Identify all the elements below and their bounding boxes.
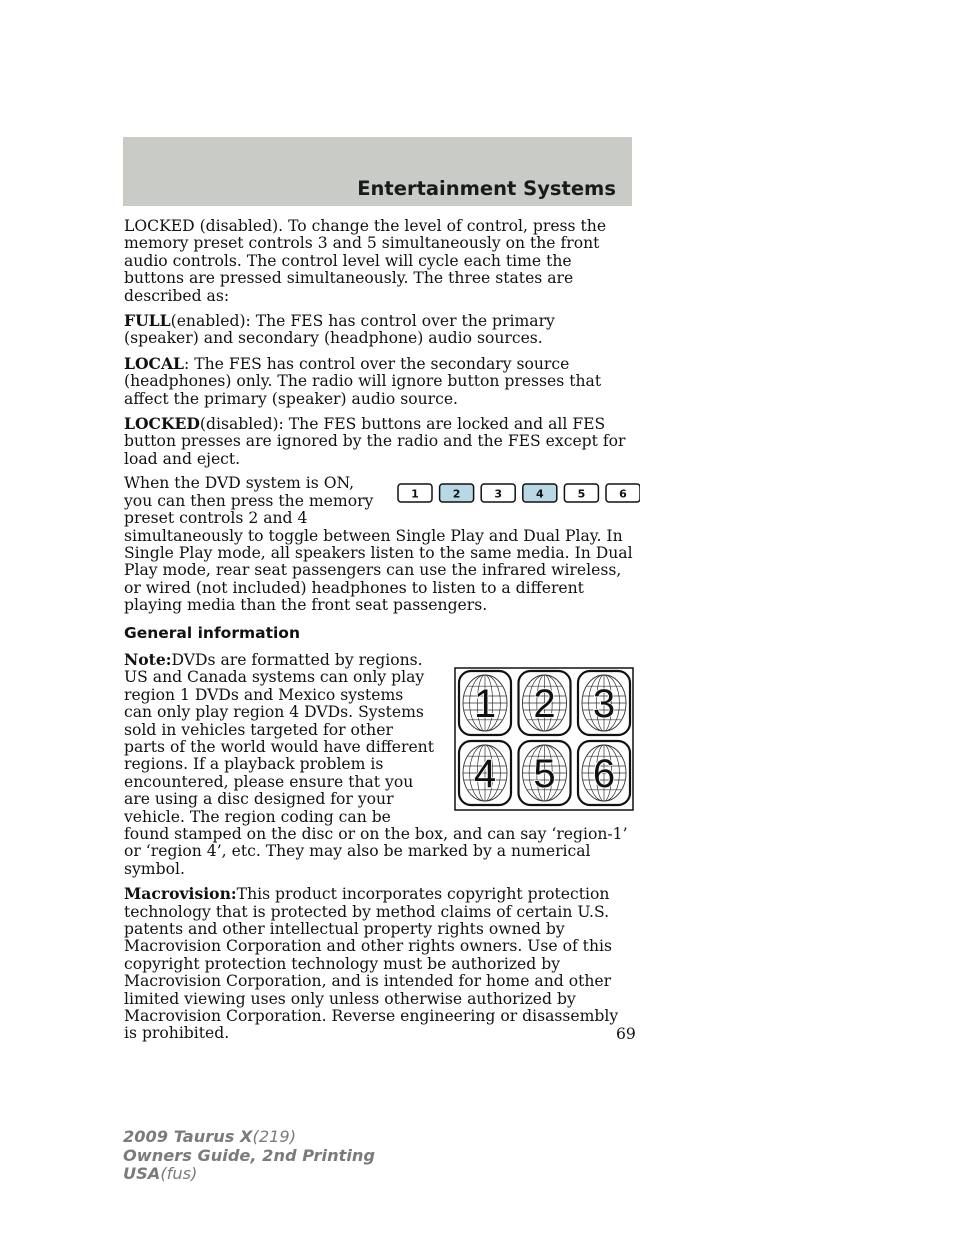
preset-button-2 <box>440 484 474 502</box>
region-icon-6 <box>578 741 630 805</box>
preset-button-6 <box>606 484 640 502</box>
footer-model: 2009 Taurus X <box>123 1127 253 1146</box>
general-information-heading: General information <box>124 623 300 642</box>
intro-paragraph: LOCKED (disabled). To change the level of control, press the memory preset controls 3 and 5 simultaneously on the front audio controls. The control level will cycle each time the buttons are pressed simultaneously. The three states are described as: <box>124 217 607 305</box>
region-icons-graphic <box>454 667 634 811</box>
preset-buttons-illustration <box>392 477 640 509</box>
preset-button-label: 4 <box>535 487 544 501</box>
full-term: FULL <box>124 311 171 331</box>
region-number: 5 <box>533 751 556 796</box>
region-icon-3 <box>578 671 630 735</box>
region-icon-5 <box>519 741 571 805</box>
local-term: LOCAL <box>124 353 185 373</box>
preset-button-4 <box>523 484 557 502</box>
full-paragraph <box>124 312 634 348</box>
preset-button-5 <box>564 484 598 502</box>
region-icon-1 <box>459 671 511 735</box>
region-icon-2 <box>519 671 571 735</box>
region-number: 4 <box>473 751 497 796</box>
preset-button-3 <box>481 484 515 502</box>
locked-description: (disabled): The FES buttons are locked and all FES button presses are ignored by the radio and the FES except for load and eject. <box>124 415 626 468</box>
preset-button-label: 3 <box>494 487 503 501</box>
region-number: 3 <box>592 681 616 726</box>
local-paragraph <box>124 355 634 408</box>
preset-button-label: 1 <box>411 487 419 501</box>
dvd-dual-play-paragraph: When the DVD system is ON, you can then press the memory preset controls 2 and 4 simultaneously to toggle between Single Play and Dual Play. In Single Play mode, all speakers listen to the same media. In Dual Play mode, rear seat passengers can use the infrared wireless, or wired (not included) headphones to listen to a different playing media than the front seat passengers. <box>124 474 633 615</box>
chapter-header-bar <box>123 137 632 206</box>
note-term: Note: <box>124 649 172 669</box>
page-number: 69 <box>616 1025 636 1043</box>
region-number: 1 <box>473 681 497 726</box>
preset-button-label: 5 <box>577 487 586 501</box>
note-description: DVDs are formatted by regions. US and Canada systems can only play region 1 DVDs and Mexico systems can only play region 4 DVDs. Systems sold in vehicles targeted for other parts of the world would have different regions. If a playback problem is encountered, please ensure that you are using a disc designed for your vehicle. The region coding can be found stamped on the disc or on the box, and can say ‘region-1’ or ‘region 4’, etc. They may also be marked by a numerical symbol. <box>124 650 628 878</box>
preset-button-label: 2 <box>452 487 461 501</box>
footer-model-code: (219) <box>252 1127 297 1146</box>
macrovision-paragraph <box>124 885 634 1043</box>
page-content <box>124 218 634 1050</box>
footer-market: USA <box>123 1164 161 1184</box>
preset-button-1 <box>398 484 432 502</box>
region-number: 6 <box>592 751 616 796</box>
footer-line-1 <box>123 1128 375 1147</box>
footer-line-2 <box>123 1147 375 1166</box>
footer-edition: Owners Guide, 2nd Printing <box>123 1145 376 1165</box>
footer-market-code: (fus) <box>160 1164 198 1184</box>
preset-button-label: 6 <box>619 487 627 501</box>
full-description: (enabled): The FES has control over the primary (speaker) and secondary (headphone) audio sources. <box>124 312 555 348</box>
chapter-title: Entertainment Systems <box>357 177 616 200</box>
locked-paragraph <box>124 415 634 468</box>
preset-buttons-graphic <box>392 477 640 509</box>
region-icon-4 <box>459 741 511 805</box>
locked-term: LOCKED <box>124 414 200 434</box>
region-number: 2 <box>533 681 556 726</box>
local-description: : The FES has control over the secondary source (headphones) only. The radio will ignore button presses that affect the primary (speaker) audio source. <box>124 354 602 408</box>
footer-line-3 <box>123 1165 375 1184</box>
dvd-region-codes-illustration <box>454 667 634 811</box>
macrovision-term: Macrovision: <box>124 884 237 904</box>
document-footer <box>123 1128 375 1184</box>
macrovision-description: This product incorporates copyright protection technology that is protected by method claims of certain U.S. patents and other intellectual property rights owned by Macrovision Corporation and other rights owners. Use of this copyright protection technology must be authorized by Macrovision Corporation, and is intended for home and other limited viewing uses only unless otherwise authorized by Macrovision Corporation. Reverse engineering or disassembly is prohibited. <box>124 885 619 1043</box>
